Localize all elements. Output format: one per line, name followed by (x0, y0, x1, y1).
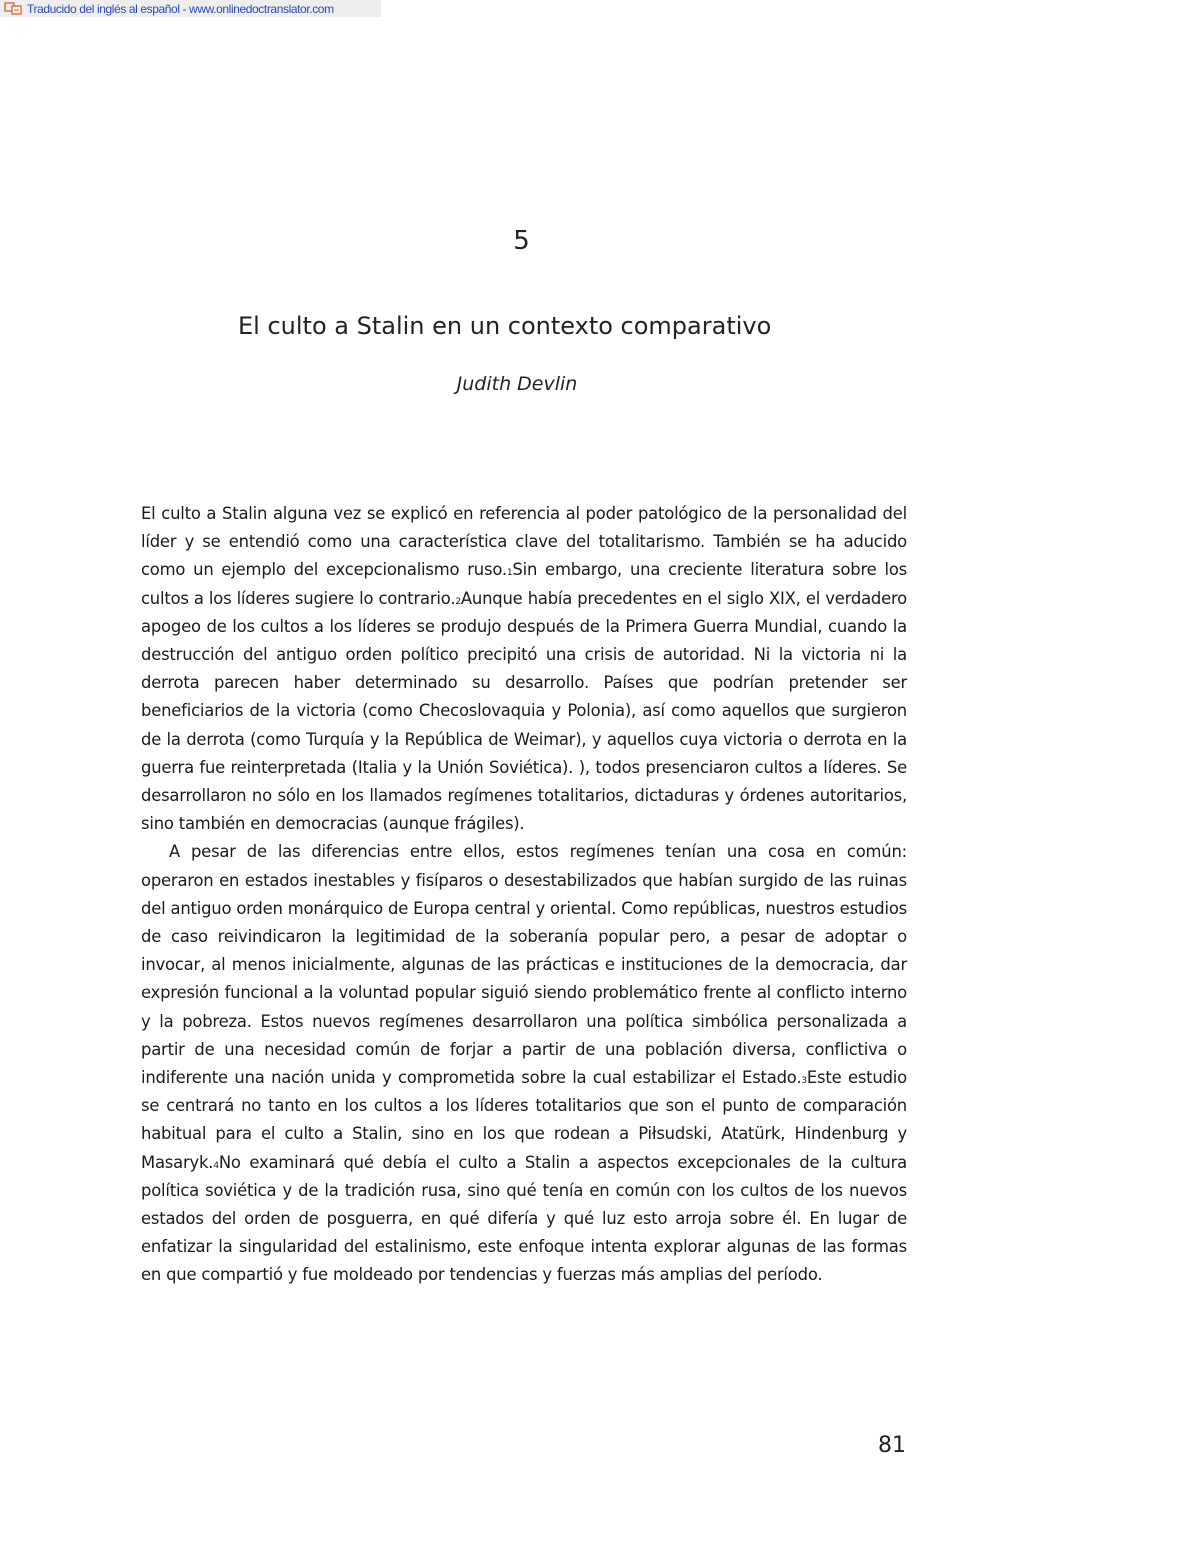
translator-banner[interactable] (0, 0, 381, 17)
paragraph-text: Sin embargo, una creciente literatura sobre los cultos a los líderes sugiere lo contrario. (141, 560, 907, 608)
page-number: 81 (878, 1433, 906, 1458)
paragraph-text: Este estudio se centrará no tanto en los cultos a los líderes totalitarios que son el punto de comparación habitual para el culto a Stalin, sino en los que rodean a Piłsudski, Atatürk, Hindenburg y Masaryk. (141, 1068, 907, 1172)
body-paragraph (141, 838, 907, 1289)
body-paragraph (141, 500, 907, 838)
paragraph-text: No examinará qué debía el culto a Stalin a aspectos excepcionales de la cultura política soviética y de la tradición rusa, sino qué tenía en común con los cultos de los nuevos estados del orden de posguerra, en qué difería y qué luz esto arroja sobre él. En lugar de enfatizar la singularidad del estalinismo, este enfoque intenta explorar algunas de las formas en que compartió y fue moldeado por tendencias y fuerzas más amplias del período. (141, 1152, 907, 1285)
footnote-marker[interactable]: 4 (213, 1160, 219, 1171)
paragraph-text: Aunque había precedentes en el siglo XIX, el verdadero apogeo de los cultos a los líderes se produjo después de la Primera Guerra Mundial, cuando la destrucción del antiguo orden político precipitó una crisis de autoridad. Ni la victoria ni la derrota parecen haber determinado su desarrollo. Países que podrían pretender ser beneficiarios de la victoria (como Checoslovaquia y Polonia), así como aquellos que surgieron de la derrota (como Turquía y la República de Weimar), y aquellos cuya victoria o derrota en la guerra fue reinterpretada (Italia y la Unión Soviética). ), todos presenciaron cultos a líderes. Se desarrollaron no sólo en los llamados regímenes totalitarios, dictaduras y órdenes autoritarios, sino también en democracias (aunque frágiles). (141, 588, 908, 834)
footnote-marker[interactable]: 2 (455, 596, 461, 607)
footnote-marker[interactable]: 3 (801, 1076, 807, 1087)
footnote-marker[interactable]: 1 (506, 568, 513, 579)
translate-icon (4, 2, 24, 15)
chapter-title: El culto a Stalin en un contexto comparativo (238, 312, 772, 340)
chapter-author: Judith Devlin (456, 373, 578, 395)
translator-banner-text[interactable]: Traducido del inglés al español - www.onlinedoctranslator.com (27, 1, 334, 16)
body-text (141, 500, 907, 1290)
paragraph-text: A pesar de las diferencias entre ellos, estos regímenes tenían una cosa en común: operaron en estados inestables y fisíparos o desestabilizados que habían surgido de las ruinas del antiguo orden monárquico de Europa central y oriental. Como repúblicas, nuestros estudios de caso reivindicaron la legitimidad de la soberanía popular pero, a pesar de adoptar o invocar, al menos inicialmente, algunas de las prácticas e instituciones de la democracia, dar expresión funcional a la voluntad popular siguió siendo problemático frente al conflicto interno y la pobreza. Estos nuevos regímenes desarrollaron una política simbólica personalizada a partir de una necesidad común de forjar a partir de una población diversa, conflictiva o indiferente una nación unida y comprometida sobre la cual estabilizar el Estado. (141, 842, 907, 1088)
chapter-number: 5 (513, 226, 530, 256)
paragraph-text: El culto a Stalin alguna vez se explicó en referencia al poder patológico de la personalidad del líder y se entendió como una característica clave del totalitarismo. También se ha aducido como un ejemplo del excepcionalismo ruso. (141, 504, 907, 580)
